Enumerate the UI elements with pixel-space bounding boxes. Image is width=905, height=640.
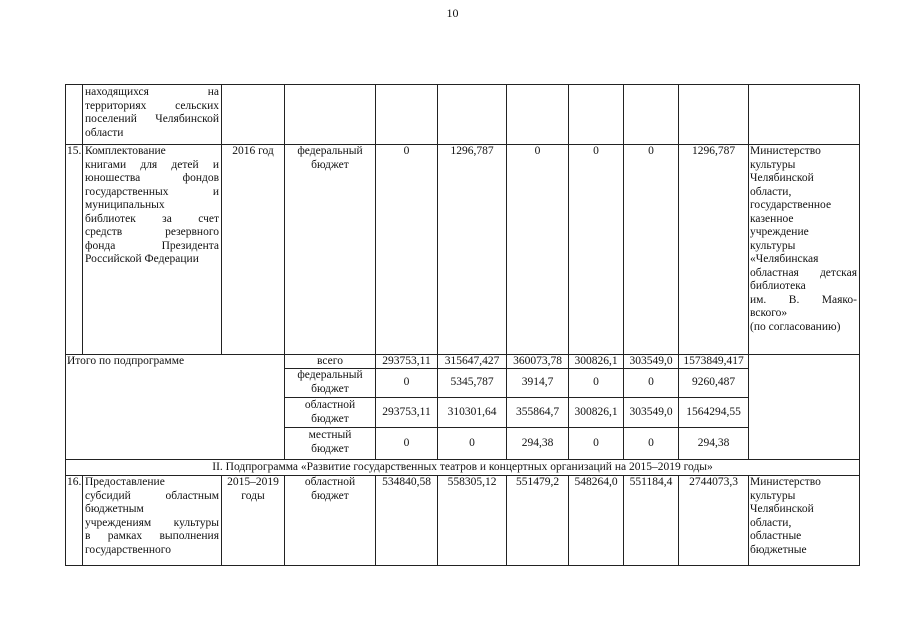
hline: [65, 84, 860, 85]
desc-line: бюджетным: [85, 503, 144, 515]
desc-line: государственного: [85, 543, 171, 556]
row15-description: [85, 145, 219, 267]
source-line: бюджет: [311, 489, 349, 502]
total-local-2017: 294,38: [521, 437, 554, 449]
source-line: областной: [304, 476, 356, 488]
desc-line: библиотек за счет: [85, 212, 219, 225]
row16-value-2016: 558305,12: [447, 476, 497, 488]
executor-line: им. В. Маяко-: [750, 293, 857, 306]
executor-line: областная детская: [750, 266, 857, 279]
desc-line: государственных и: [85, 185, 219, 198]
total-local-2018: 0: [593, 437, 599, 449]
row16-value-2017: 551479,2: [515, 476, 560, 488]
total-source-federal: [285, 369, 375, 396]
section-title: II. Подпрограмма «Развитие государственных театров и концертных организаций на 2015–2019 годы»: [212, 461, 713, 473]
source-line: федеральный: [297, 145, 363, 157]
row16-value-2018: 548264,0: [574, 476, 618, 488]
vline: [678, 84, 679, 460]
desc-line: книгами для детей и: [85, 158, 219, 171]
executor-line: области,: [750, 185, 792, 198]
source-line: бюджет: [311, 158, 349, 171]
total-source-all: всего: [317, 355, 343, 367]
row15-source: [285, 145, 375, 172]
desc-line: Российской Федерации: [85, 253, 199, 265]
total-all-2016: 315647,427: [444, 355, 500, 367]
total-all-2018: 300826,1: [574, 355, 618, 367]
vline: [437, 84, 438, 460]
desc-line: муниципальных: [85, 199, 165, 211]
executor-line: культуры: [750, 158, 796, 171]
desc-line: Предоставление: [85, 476, 165, 488]
row16-executor: [750, 476, 857, 557]
row15-value-total: 1296,787: [691, 145, 736, 157]
row15-value-2016: 1296,787: [450, 145, 494, 157]
desc-line: территориях сельских: [85, 99, 219, 112]
executor-line: казенное: [750, 212, 794, 225]
vline: [748, 84, 749, 460]
row16-value-2015: 534840,58: [382, 476, 431, 488]
source-line: областной: [304, 399, 356, 411]
executor-line: областные: [750, 530, 802, 542]
row15-executor: [750, 145, 857, 334]
page-number: 10: [446, 6, 459, 20]
source-line: бюджет: [311, 382, 349, 395]
total-local-2016: 0: [469, 437, 475, 449]
desc-line: учреждениям культуры: [85, 516, 219, 529]
vline: [859, 84, 860, 566]
source-line: федеральный: [297, 369, 363, 381]
executor-line: культуры: [750, 239, 796, 252]
row16-source: [285, 476, 375, 503]
vline: [568, 84, 569, 460]
row15-value-2015: 0: [403, 145, 410, 157]
total-local-sum: 294,38: [697, 437, 730, 449]
executor-line: «Челябинская: [750, 253, 819, 265]
total-regional-2018: 300826,1: [574, 406, 618, 418]
vline: [506, 84, 507, 460]
total-source-regional: [285, 399, 375, 426]
desc-line: находящихся на: [85, 86, 219, 98]
desc-line: Комплектование: [85, 145, 166, 157]
executor-line: Министерство: [750, 145, 821, 157]
executor-line: государственное: [750, 199, 832, 211]
executor-line: библиотека: [750, 280, 806, 292]
desc-line: средств резервного: [85, 226, 219, 238]
vline: [82, 84, 83, 355]
desc-line: в рамках выполнения: [85, 530, 219, 542]
total-local-2019: 0: [648, 437, 654, 449]
desc-line: фонда Президента: [85, 239, 219, 252]
total-federal-2015: 0: [403, 376, 410, 388]
executor-line: вского»: [750, 307, 788, 319]
total-federal-sum: 9260,487: [691, 376, 736, 388]
row15-value-2017: 0: [534, 145, 541, 157]
row16-value-total: 2744073,3: [689, 476, 738, 488]
vline: [82, 475, 83, 566]
hline: [65, 459, 860, 460]
desc-line: поселений Челябинской: [85, 113, 219, 125]
executor-line: области,: [750, 516, 792, 529]
totals-label: Итого по подпрограмме: [67, 355, 185, 367]
total-regional-sum: 1564294,55: [686, 406, 741, 418]
total-all-2019: 303549,0: [629, 355, 673, 367]
hline: [65, 565, 860, 566]
total-regional-2019: 303549,0: [629, 406, 673, 418]
total-all-2015: 293753,11: [382, 355, 431, 367]
total-regional-2016: 310301,64: [447, 406, 497, 418]
vline: [748, 475, 749, 566]
source-line: бюджет: [311, 442, 349, 455]
source-line: местный: [308, 429, 352, 441]
row16-value-2019: 551184,4: [629, 476, 673, 488]
vline: [375, 84, 376, 460]
vline: [623, 84, 624, 460]
desc-line: субсидий областным: [85, 489, 219, 502]
total-regional-2017: 355864,7: [515, 406, 560, 418]
row16-number: 16.: [67, 476, 82, 488]
row15-year: 2016 год: [232, 145, 274, 157]
total-federal-2016: 5345,787: [450, 376, 494, 388]
row16-year: [222, 476, 284, 503]
total-regional-2015: 293753,11: [382, 406, 431, 418]
desc-line: юношества фондов: [85, 172, 219, 184]
row15-number: 15.: [67, 145, 82, 157]
executor-line: бюджетные: [750, 543, 807, 556]
row15-value-2018: 0: [593, 145, 599, 157]
executor-line: культуры: [750, 489, 796, 502]
total-local-2015: 0: [403, 437, 410, 449]
executor-line: Министерство: [750, 476, 821, 488]
row-cont-description: [85, 86, 219, 140]
source-line: бюджет: [311, 412, 349, 425]
vline: [221, 84, 222, 355]
vline: [65, 84, 66, 566]
row15-value-2019: 0: [648, 145, 654, 157]
executor-line: Челябинской: [750, 503, 814, 515]
executor-line: учреждение: [750, 226, 809, 238]
row16-description: [85, 476, 219, 557]
program-table: [65, 84, 860, 566]
total-all-2017: 360073,78: [513, 355, 562, 367]
year-line: 2015–2019: [227, 476, 279, 488]
year-line: годы: [241, 489, 265, 502]
total-federal-2018: 0: [593, 376, 599, 388]
desc-line: области: [85, 126, 124, 139]
executor-line: (по согласованию): [750, 320, 841, 333]
executor-line: Челябинской: [750, 172, 814, 184]
total-federal-2019: 0: [648, 376, 654, 388]
total-all-sum: 1573849,417: [683, 355, 744, 367]
total-source-local: [285, 429, 375, 456]
total-federal-2017: 3914,7: [521, 376, 554, 388]
